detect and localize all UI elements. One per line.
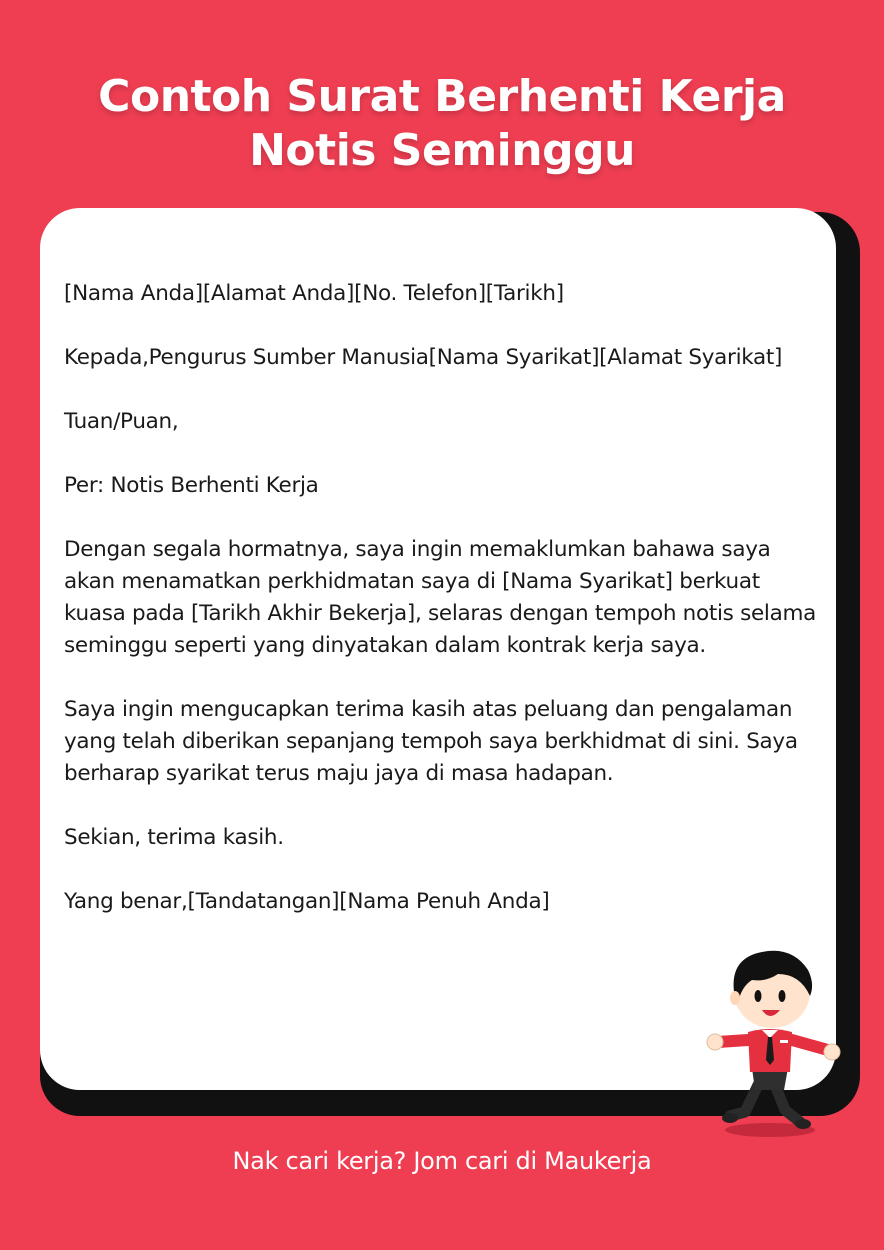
letter-paragraph-1: Dengan segala hormatnya, saya ingin memaklumkan bahawa saya akan menamatkan perkhidmatan saya di [Nama Syarikat] berkuat kuasa pada [Tarikh Akhir Bekerja], selaras dengan tempoh notis selama seminggu seperti yang dinyatakan dalam kontrak kerja saya. [64, 537, 816, 658]
letter-signoff: Yang benar,[Tandatangan][Nama Penuh Anda] [64, 889, 550, 914]
letter-paragraph-2: Saya ingin mengucapkan terima kasih atas peluang dan pengalaman yang telah diberikan sepanjang tempoh saya berkhidmat di sini. Saya berharap syarikat terus maju jaya di masa hadapan. [64, 697, 798, 786]
letter-closing: Sekian, terima kasih. [64, 825, 284, 850]
letter-recipient: Kepada,Pengurus Sumber Manusia[Nama Syarikat][Alamat Syarikat] [64, 345, 783, 370]
letter-sender: [Nama Anda][Alamat Anda][No. Telefon][Tarikh] [64, 281, 564, 306]
letter-subject: Per: Notis Berhenti Kerja [64, 473, 319, 498]
mascot-icon [700, 940, 850, 1140]
page-title [0, 70, 884, 178]
footer-tagline: Nak cari kerja? Jom cari di Maukerja [232, 1147, 652, 1175]
letter-salutation: Tuan/Puan, [64, 409, 179, 434]
letter-body [64, 278, 824, 950]
title-line-1: Contoh Surat Berhenti Kerja [98, 71, 786, 122]
title-line-2: Notis Seminggu [249, 125, 635, 176]
